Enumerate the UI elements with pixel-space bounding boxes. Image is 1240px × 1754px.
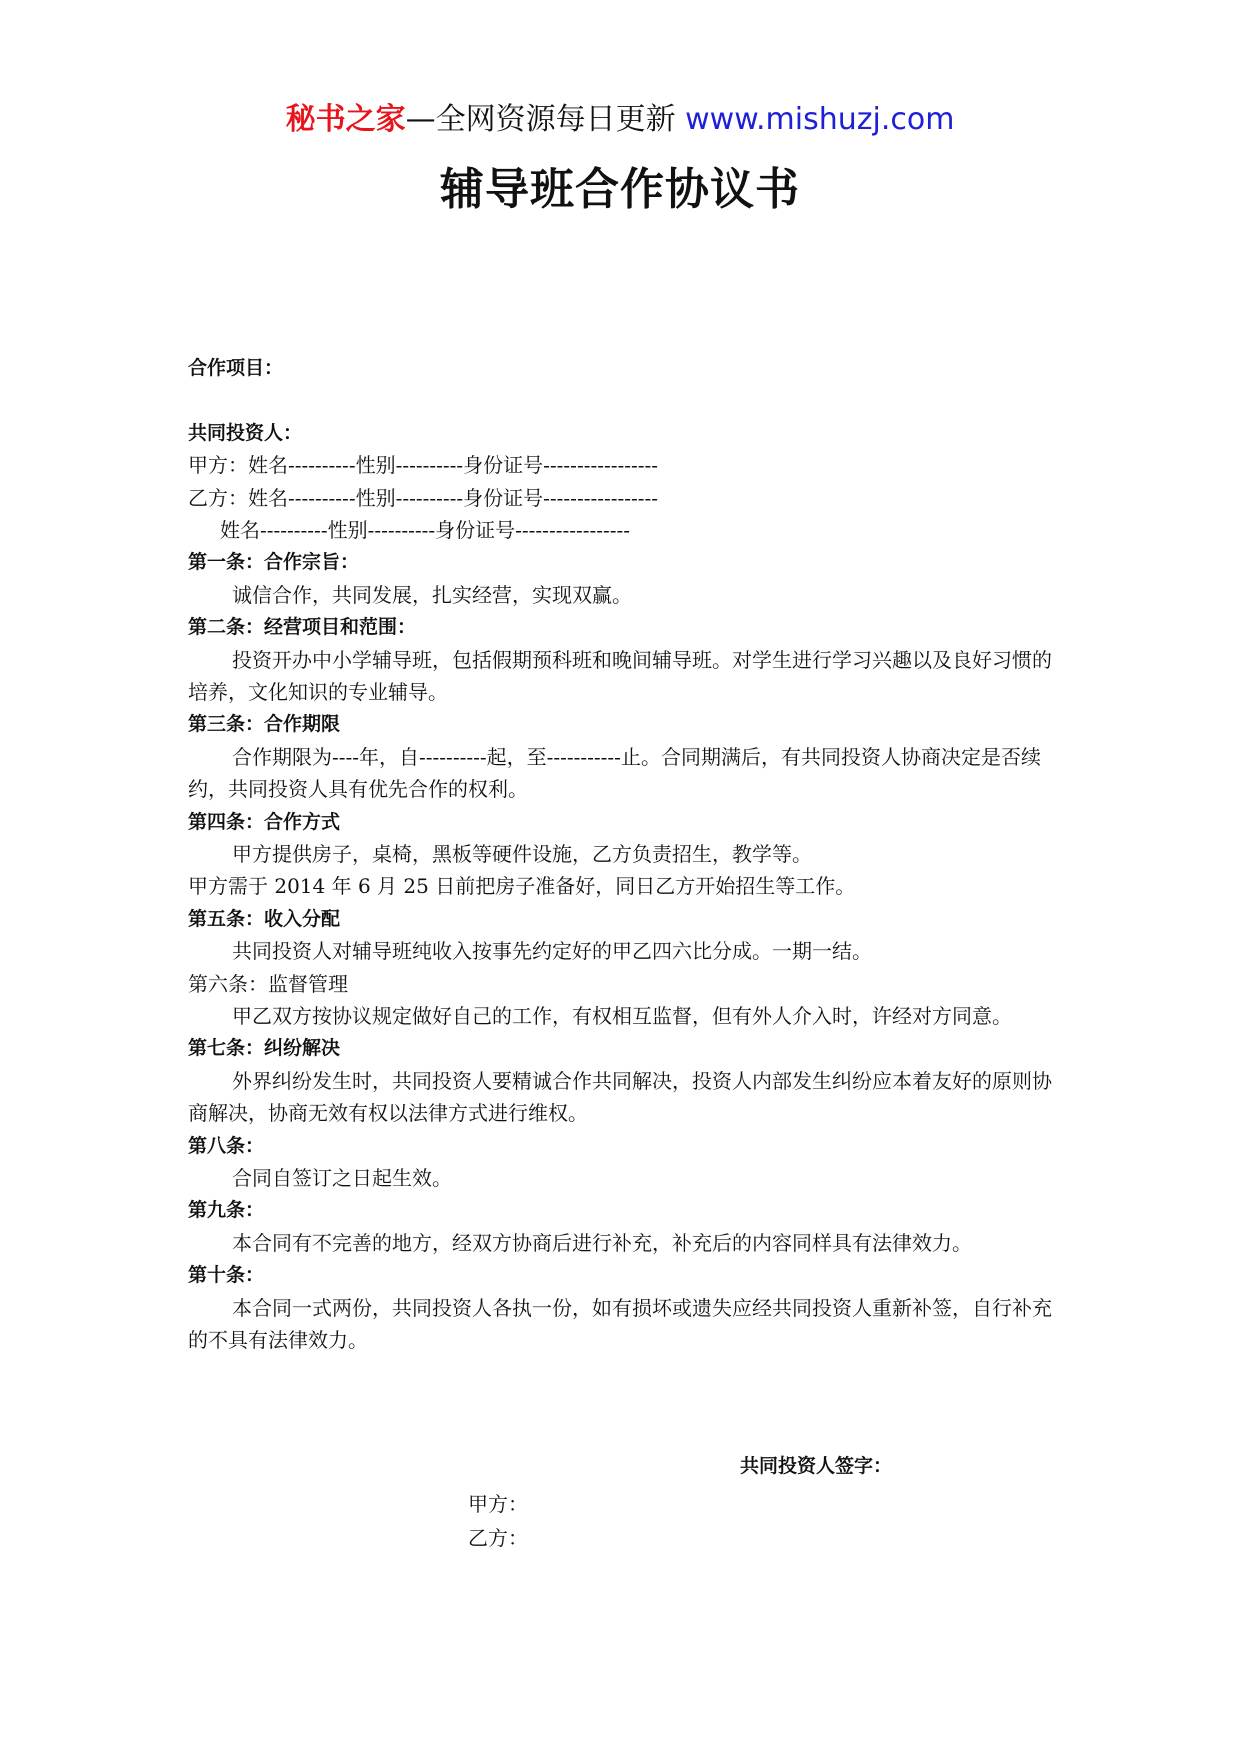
article-7-paragraph: 外界纠纷发生时，共同投资人要精诚合作共同解决，投资人内部发生纠纷应本着友好的原则协商解决，协商无效有权以法律方式进行维权。 bbox=[188, 1068, 1052, 1126]
article-8-heading: 第八条： bbox=[188, 1134, 265, 1157]
article-5-paragraph: 共同投资人对辅导班纯收入按事先约定好的甲乙四六比分成。一期一结。 bbox=[232, 939, 872, 964]
signature-party-a: 甲方： bbox=[468, 1492, 528, 1516]
signature-title: 共同投资人签字： bbox=[740, 1455, 893, 1477]
article-8-paragraph: 合同自签订之日起生效。 bbox=[232, 1165, 452, 1190]
article-10-heading: 第十条： bbox=[188, 1264, 265, 1287]
document-title: 辅导班合作协议书 bbox=[440, 164, 800, 215]
project-label: 合作项目： bbox=[188, 357, 284, 379]
signature-party-b: 乙方： bbox=[468, 1526, 528, 1550]
article-10-paragraph: 本合同一式两份，共同投资人各执一份，如有损坏或遗失应经共同投资人重新补签，自行补充的不具有法律效力。 bbox=[188, 1295, 1052, 1352]
article-2-heading: 第二条：经营项目和范围： bbox=[188, 616, 417, 639]
agreement-body bbox=[188, 352, 1052, 1356]
extra-investor-info-line: 姓名----------性别----------身份证号----------------- bbox=[220, 517, 631, 542]
brand-name: 秘书之家 bbox=[285, 102, 406, 137]
party-b-info-line: 乙方：姓名----------性别----------身份证号----------------- bbox=[188, 485, 659, 510]
article-4-paragraph-1: 甲方提供房子，桌椅，黑板等硬件设施，乙方负责招生，教学等。 bbox=[232, 841, 812, 866]
article-3-heading: 第三条：合作期限 bbox=[188, 713, 341, 736]
article-3-paragraph: 合作期限为----年，自----------起，至-----------止。合同期满后，有共同投资人协商决定是否续约，共同投资人具有优先合作的权利。 bbox=[188, 744, 1041, 802]
article-1-heading: 第一条：合作宗旨： bbox=[188, 551, 360, 574]
article-5-heading: 第五条：收入分配 bbox=[188, 907, 341, 930]
article-9-heading: 第九条： bbox=[188, 1199, 265, 1222]
header-slogan: —全网资源每日更新 bbox=[405, 102, 686, 137]
article-1-paragraph: 诚信合作，共同发展，扎实经营，实现双赢。 bbox=[232, 582, 632, 607]
article-6-heading: 第六条：监督管理 bbox=[188, 971, 348, 996]
article-9-paragraph: 本合同有不完善的地方，经双方协商后进行补充，补充后的内容同样具有法律效力。 bbox=[232, 1230, 972, 1255]
party-a-info-line: 甲方：姓名----------性别----------身份证号----------------- bbox=[188, 453, 659, 478]
article-6-paragraph: 甲乙双方按协议规定做好自己的工作，有权相互监督，但有外人介入时，许经对方同意。 bbox=[232, 1003, 1012, 1028]
site-header-banner bbox=[0, 100, 1240, 140]
article-2-paragraph: 投资开办中小学辅导班，包括假期预科班和晚间辅导班。对学生进行学习兴趣以及良好习惯的培养，文化知识的专业辅导。 bbox=[188, 647, 1052, 704]
article-7-heading: 第七条：纠纷解决 bbox=[188, 1037, 341, 1060]
site-url-link[interactable]: www.mishuzj.com bbox=[685, 102, 955, 137]
article-4-heading: 第四条：合作方式 bbox=[188, 810, 341, 833]
blank-line bbox=[188, 384, 1052, 416]
investors-label: 共同投资人： bbox=[188, 421, 303, 444]
article-4-paragraph-2: 甲方需于 2014 年 6 月 25 日前把房子准备好，同日乙方开始招生等工作。 bbox=[188, 874, 856, 899]
